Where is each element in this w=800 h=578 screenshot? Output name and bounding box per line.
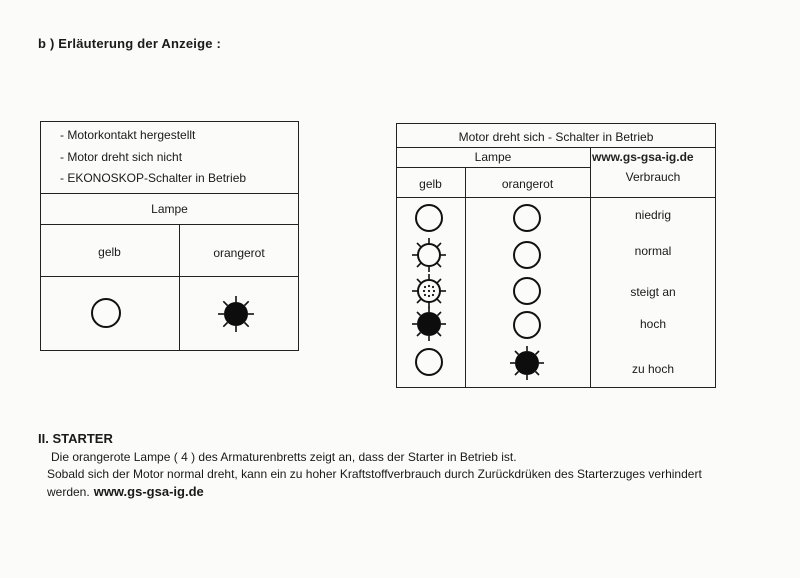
starter-line-1: Die orangerote Lampe ( 4 ) des Armaturenbretts zeigt an, dass der Starter in Betrieb ist.: [51, 450, 517, 464]
right-col-orangerot: orangerot: [501, 177, 554, 191]
empty-circle-icon: [512, 203, 542, 233]
right-lampe-header: Lampe: [474, 150, 512, 164]
empty-circle-icon: [512, 240, 542, 270]
starter-line-3: werden.: [47, 485, 90, 499]
filled-rayed-circle-icon: [410, 305, 448, 343]
empty-circle-icon: [90, 297, 122, 329]
right-table-title: Motor dreht sich - Schalter in Betrieb: [458, 130, 654, 144]
empty-circle-icon: [414, 347, 444, 377]
left-col-orangerot: orangerot: [213, 246, 265, 260]
left-lampe-header: Lampe: [151, 202, 188, 216]
right-col-gelb: gelb: [419, 177, 442, 191]
rayed-circle-icon: [410, 236, 448, 274]
filled-rayed-circle-icon: [217, 295, 255, 333]
verbrauch-hoch: hoch: [639, 317, 667, 331]
verbrauch-niedrig: niedrig: [634, 208, 672, 222]
starter-url: www.gs-gsa-ig.de: [93, 484, 204, 499]
verbrauch-zu-hoch: zu hoch: [631, 362, 675, 376]
left-col-gelb: gelb: [98, 245, 121, 259]
condition-3: - EKONOSKOP-Schalter in Betrieb: [60, 171, 247, 185]
filled-rayed-circle-icon: [508, 344, 546, 382]
section-heading-b: b ) Erläuterung der Anzeige :: [38, 36, 222, 51]
starter-paragraph: [47, 449, 771, 501]
watermark-url: www.gs-gsa-ig.de: [592, 150, 694, 164]
empty-circle-icon: [414, 203, 444, 233]
section-heading-starter: II. STARTER: [38, 431, 113, 446]
verbrauch-steigt-an: steigt an: [630, 285, 676, 299]
empty-circle-icon: [512, 310, 542, 340]
condition-2: - Motor dreht sich nicht: [60, 150, 183, 164]
verbrauch-normal: normal: [634, 244, 672, 258]
right-col-verbrauch: Verbrauch: [625, 170, 681, 184]
condition-1: - Motorkontakt hergestellt: [60, 128, 196, 142]
starter-line-2: Sobald sich der Motor normal dreht, kann ein zu hoher Kraftstoffverbrauch durch Zurückdrüken des Starterzuges verhindert: [47, 467, 702, 481]
empty-circle-icon: [512, 276, 542, 306]
